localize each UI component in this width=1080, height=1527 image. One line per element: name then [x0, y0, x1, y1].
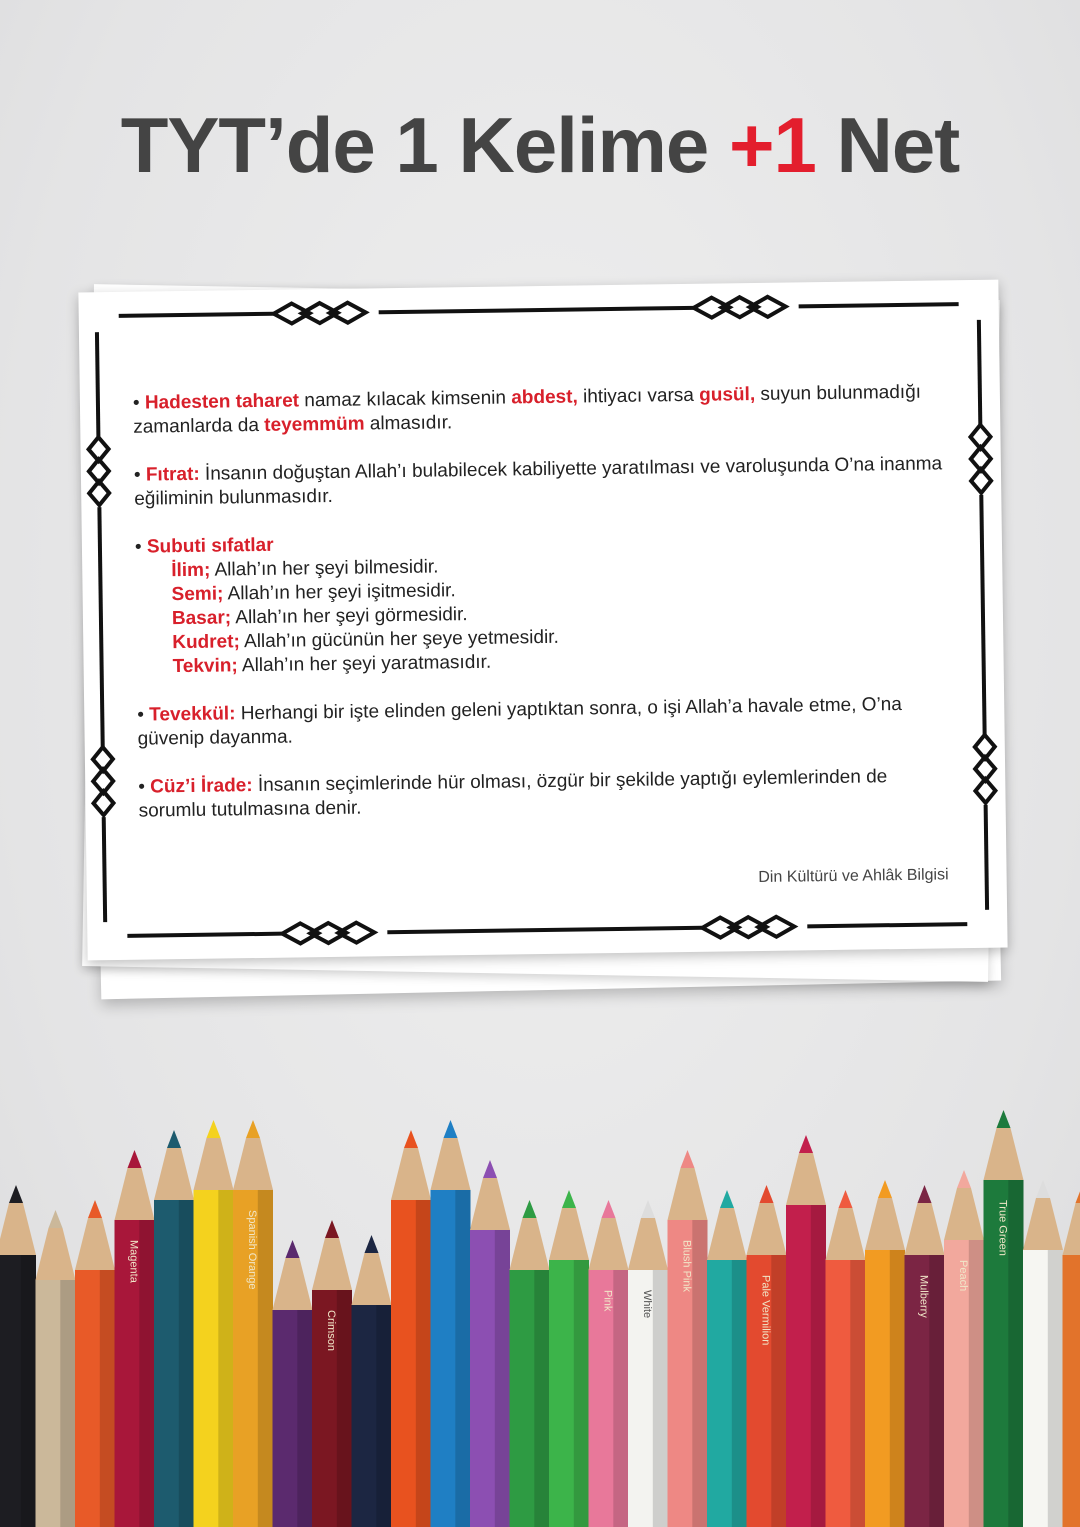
term: Cüz’i İrade: — [150, 775, 253, 798]
pencil-label: Spanish Orange — [246, 1210, 258, 1290]
colored-pencils-illustration — [0, 1090, 1080, 1527]
definition: İnsanın doğuştan Allah’ı bulabilecek kabiliyette yaratılması ve varoluşunda O’na inanma eğiliminin bulunmasıdır. — [134, 453, 943, 510]
bullet: • — [132, 392, 146, 414]
definition: almasıdır. — [364, 412, 453, 435]
definition: suyun bulunmadığı zamanlarda da — [133, 381, 922, 438]
definition: İnsanın seçimlerinde hür olması, özgür bir şekilde yaptığı eylemlerinden de sorumlu tutulmasına denir. — [138, 766, 888, 822]
sub-term: İlim; — [171, 559, 211, 582]
term: Hadesten taharet — [144, 390, 300, 414]
pencil — [549, 1190, 589, 1527]
pencil — [668, 1150, 708, 1527]
sub-definition: Allah’ın her şeyi yaratmasıdır. — [237, 651, 492, 677]
sub-definition: Allah’ın her şeyi görmesidir. — [230, 604, 468, 629]
pencil — [273, 1240, 313, 1527]
pencil — [115, 1150, 155, 1527]
entry-hadesten-taharet — [133, 380, 954, 439]
sub-definition: Allah’ın her şeyi işitmesidir. — [223, 580, 456, 605]
card-content — [133, 380, 959, 847]
note-card — [78, 280, 1007, 961]
pencil — [589, 1200, 629, 1527]
pencil — [905, 1185, 945, 1527]
pencil — [510, 1200, 550, 1527]
pencil — [0, 1185, 36, 1527]
sub-definition: Allah’ın her şeyi bilmesidir. — [210, 556, 439, 581]
pencil-label: True Green — [996, 1200, 1009, 1256]
pencil — [1063, 1185, 1080, 1527]
definition: ihtiyacı varsa — [577, 384, 700, 408]
sub-term: Tekvin; — [172, 655, 238, 678]
entry-tevekkul — [137, 692, 958, 751]
pencil-label: Pink — [601, 1290, 614, 1312]
term: Subuti sıfatlar — [146, 534, 274, 558]
pencil-label: Pale Vermilion — [759, 1275, 772, 1346]
sub-term: Basar; — [171, 607, 232, 630]
title-accent: +1 — [728, 101, 816, 189]
pencil-label: Mulberry — [917, 1275, 930, 1318]
bullet: • — [133, 464, 147, 486]
sub-definition: Allah’ın gücünün her şeye yetmesidir. — [239, 626, 559, 653]
pencil-label: Crimson — [325, 1310, 337, 1351]
term: gusül, — [699, 384, 756, 406]
pencil — [352, 1235, 392, 1527]
pencil — [312, 1220, 352, 1527]
term: Fıtrat: — [145, 463, 200, 486]
pencil — [628, 1200, 668, 1527]
pencil — [865, 1180, 905, 1527]
pencil — [707, 1190, 747, 1527]
pencil — [1023, 1180, 1063, 1527]
bullet: • — [134, 536, 148, 558]
page-title — [0, 100, 1080, 191]
entry-subuti-sifatlar — [135, 524, 957, 679]
pencil — [786, 1135, 826, 1527]
term: teyemmüm — [264, 413, 365, 436]
pencil-label: Peach — [957, 1260, 969, 1292]
pencil — [75, 1200, 115, 1527]
bullet: • — [138, 776, 151, 798]
definition: Herhangi bir işte elinden geleni yaptıktan sonra, o işi Allah’a havale etme, O’na güvenip dayanma. — [137, 693, 903, 750]
pencil-label: Blush Pink — [680, 1240, 693, 1292]
pencil — [36, 1210, 76, 1527]
pencil — [233, 1120, 273, 1527]
title-text-end: Net — [815, 101, 960, 189]
bullet: • — [137, 704, 150, 726]
pencil — [826, 1190, 866, 1527]
pencil-label: White — [641, 1290, 653, 1319]
definition: namaz kılacak kimsenin — [298, 387, 512, 412]
term: Tevekkül: — [149, 703, 236, 726]
pencil — [391, 1130, 431, 1527]
title-text: TYT’de 1 Kelime — [120, 101, 729, 189]
pencil — [944, 1170, 984, 1527]
pencil — [431, 1120, 471, 1527]
pencil — [470, 1160, 510, 1527]
pencil-label: Magenta — [127, 1240, 140, 1283]
entry-cuzi-irade — [138, 764, 959, 823]
pencil — [194, 1120, 234, 1527]
pencil — [984, 1110, 1024, 1527]
sub-term: Semi; — [171, 583, 224, 606]
pencil — [747, 1185, 787, 1527]
term: abdest, — [511, 386, 578, 409]
entry-fitrat — [134, 452, 955, 511]
pencil — [154, 1130, 194, 1527]
sub-term: Kudret; — [172, 631, 240, 654]
subject-label: Din Kültürü ve Ahlâk Bilgisi — [758, 866, 949, 887]
